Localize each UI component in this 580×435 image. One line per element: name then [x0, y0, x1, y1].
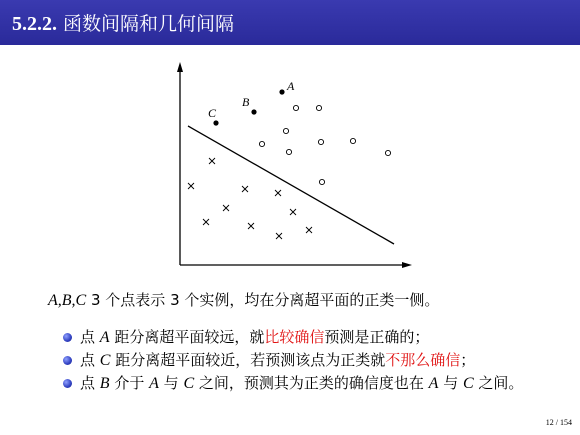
positive-points	[259, 105, 390, 184]
point-b	[251, 109, 256, 114]
label-c: C	[208, 106, 217, 120]
negative-point	[275, 190, 281, 196]
margin-figure	[168, 60, 416, 272]
positive-point	[385, 150, 390, 155]
bullet-icon	[63, 333, 72, 342]
point-c	[213, 120, 218, 125]
caption	[48, 289, 568, 310]
highlight-text: 不那么确信	[385, 351, 461, 369]
negative-point	[209, 158, 215, 164]
caption-text: 3 个点表示 3 个实例，均在分离超平面的正类一侧。	[86, 291, 440, 309]
positive-point	[319, 179, 324, 184]
y-axis-arrow	[177, 62, 183, 72]
list-item: 点 A 距分离超平面较远，就比较确信预测是正确的；	[60, 326, 550, 349]
bullet-icon	[63, 379, 72, 388]
negative-point	[248, 223, 254, 229]
bullet-icon	[63, 356, 72, 365]
positive-point	[316, 105, 321, 110]
label-a: A	[287, 79, 295, 93]
x-axis-arrow	[402, 262, 412, 268]
negative-point	[306, 227, 312, 233]
highlight-text: 比较确信	[264, 328, 325, 346]
negative-point	[242, 186, 248, 192]
separating-hyperplane	[188, 126, 394, 244]
positive-point	[283, 128, 288, 133]
point-a	[279, 89, 284, 94]
negative-point	[188, 183, 194, 189]
slide-header	[0, 0, 580, 45]
negative-point	[290, 209, 296, 215]
positive-point	[318, 139, 323, 144]
list-item: 点 B 介于 A 与 C 之间，预测其为正类的确信度也在 A 与 C 之间。	[60, 372, 550, 395]
negative-point	[223, 205, 229, 211]
positive-point	[286, 149, 291, 154]
caption-points: A,B,C	[48, 292, 87, 309]
slide-title	[12, 9, 234, 36]
bullet-list	[60, 326, 550, 395]
negative-points	[188, 158, 312, 239]
negative-point	[276, 233, 282, 239]
list-item: 点 C 距分离超平面较近，若预测该点为正类就不那么确信；	[60, 349, 550, 372]
positive-point	[350, 138, 355, 143]
positive-point	[293, 105, 298, 110]
page-number: 12 / 154	[545, 418, 572, 427]
section-title: 函数间隔和几何间隔	[63, 13, 235, 35]
positive-point	[259, 141, 264, 146]
label-b: B	[242, 95, 250, 109]
section-number: 5.2.2.	[12, 13, 57, 35]
negative-point	[203, 219, 209, 225]
